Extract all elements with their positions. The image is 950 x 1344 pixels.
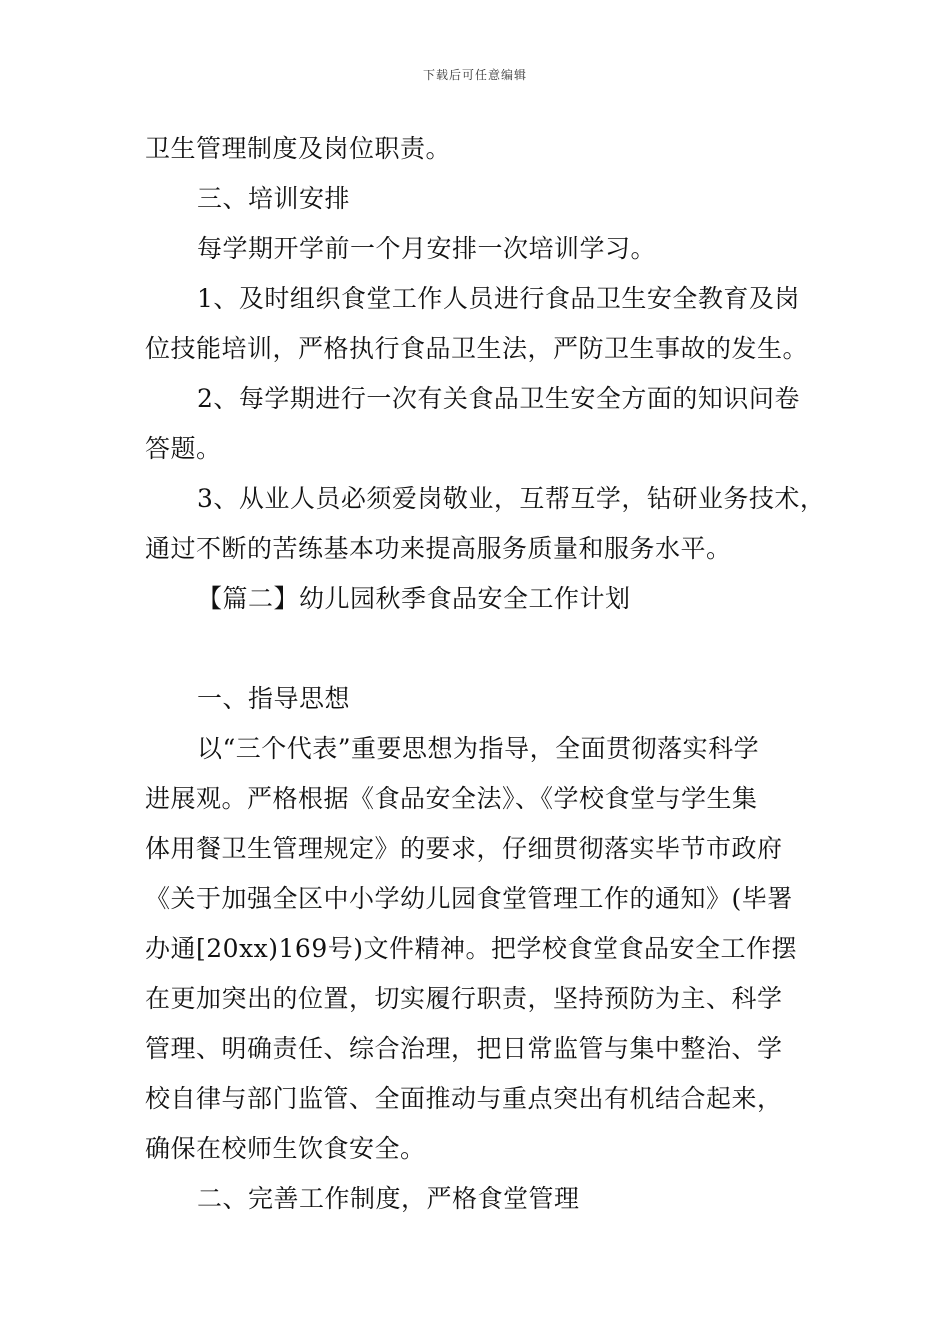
section-heading: 二、完善工作制度，严格食堂管理	[197, 1184, 580, 1213]
paragraph-line: 2、每学期进行一次有关食品卫生安全方面的知识问卷	[197, 384, 800, 413]
paragraph-line: 每学期开学前一个月安排一次培训学习。	[197, 234, 657, 263]
article-title: 【篇二】幼儿园秋季食品安全工作计划	[197, 584, 631, 613]
paragraph-line: 确保在校师生饮食安全。	[145, 1134, 426, 1163]
paragraph-line: 进展观。严格根据《食品安全法》、《学校食堂与学生集	[145, 784, 758, 813]
section-heading: 三、培训安排	[197, 184, 351, 213]
paragraph-line: 通过不断的苦练基本功来提高服务质量和服务水平。	[145, 534, 732, 563]
paragraph-line: 位技能培训，严格执行食品卫生法，严防卫生事故的发生。	[145, 334, 809, 363]
blank-line	[145, 624, 835, 674]
paragraph-line: 体用餐卫生管理规定》的要求，仔细贯彻落实毕节市政府	[145, 834, 783, 863]
paragraph-line: 在更加突出的位置，切实履行职责，坚持预防为主、科学	[145, 984, 783, 1013]
paragraph-line: 3、从业人员必须爱岗敬业，互帮互学，钻研业务技术，	[197, 484, 826, 513]
paragraph-line: 校自律与部门监管、全面推动与重点突出有机结合起来，	[145, 1084, 783, 1113]
paragraph-line: 《关于加强全区中小学幼儿园食堂管理工作的通知》(毕署	[145, 884, 793, 913]
paragraph-line: 答题。	[145, 434, 222, 463]
paragraph-line: 以“三个代表”重要思想为指导，全面贯彻落实科学	[197, 734, 760, 763]
paragraph-line: 办通[20xx)169号)文件精神。把学校食堂食品安全工作摆	[145, 934, 797, 963]
paragraph-line: 1、及时组织食堂工作人员进行食品卫生安全教育及岗	[197, 284, 800, 313]
header-note: 下载后可任意编辑	[422, 68, 527, 82]
section-heading: 一、指导思想	[197, 684, 351, 713]
paragraph-line: 管理、明确责任、综合治理，把日常监管与集中整治、学	[145, 1034, 783, 1063]
paragraph-line: 卫生管理制度及岗位职责。	[145, 134, 452, 163]
document-body	[145, 124, 835, 1224]
